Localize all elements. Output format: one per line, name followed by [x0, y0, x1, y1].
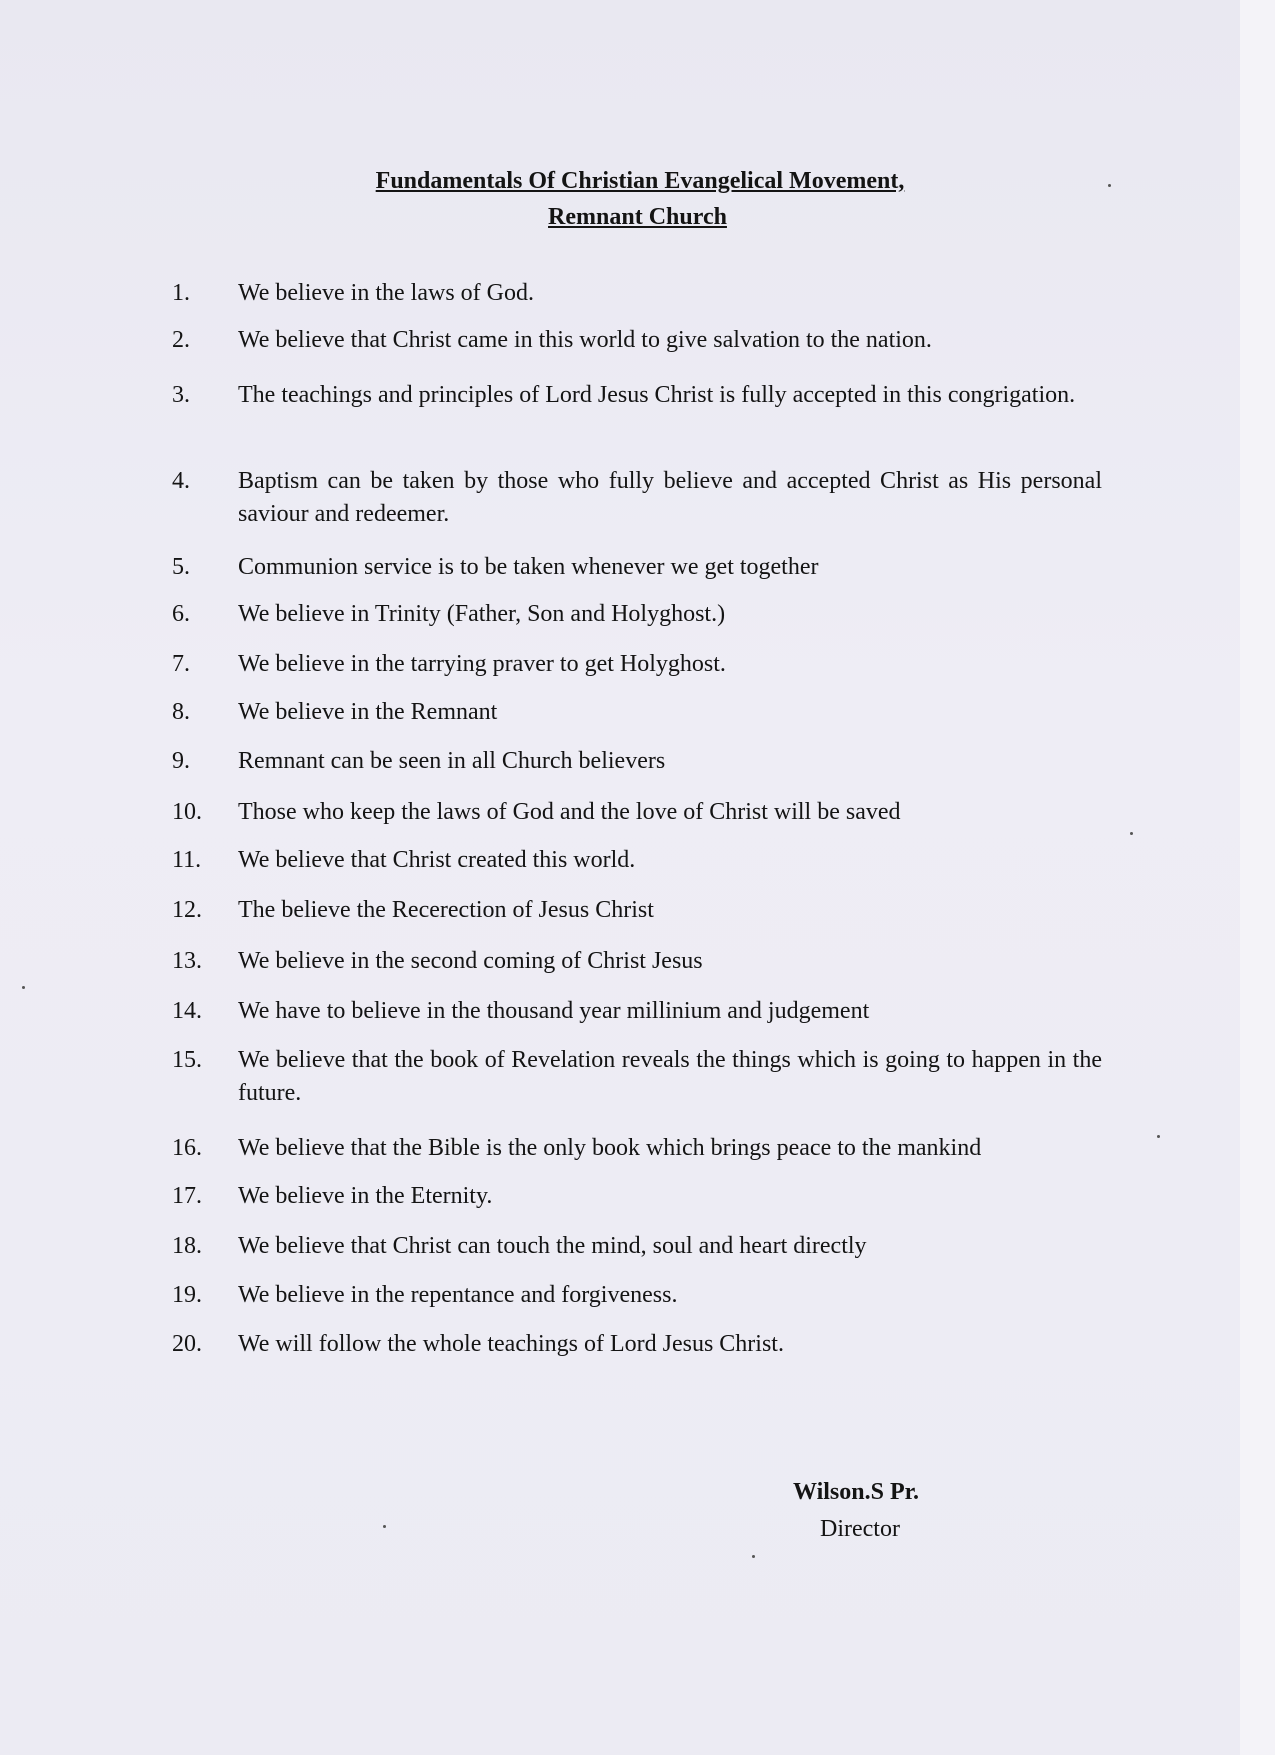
signature-name: Wilson.S Pr.: [793, 1479, 920, 1505]
list-item: [172, 1279, 1102, 1312]
list-item: [172, 551, 1102, 584]
list-item: [172, 598, 1102, 631]
item-text: We believe in the Remnant: [238, 699, 498, 725]
item-text: We believe that Christ came in this world to give salvation to the nation.: [238, 327, 932, 353]
list-item: [172, 1132, 1102, 1165]
paper-speck: [752, 1555, 755, 1558]
item-text: Baptism can be taken by those who fully believe and accepted Christ as His personal saviour and redeemer.: [238, 468, 1102, 527]
item-text: We believe in the Eternity.: [238, 1183, 493, 1209]
item-text: We believe in the second coming of Christ Jesus: [238, 948, 703, 974]
item-text: We believe that the Bible is the only book which brings peace to the mankind: [238, 1135, 982, 1161]
list-item: [172, 995, 1102, 1028]
list-item: [172, 1230, 1102, 1263]
item-text: Remnant can be seen in all Church believers: [238, 748, 666, 774]
paper-speck: [383, 1525, 386, 1528]
list-item: [172, 745, 1102, 778]
list-item: [172, 277, 1102, 310]
paper-speck: [1157, 1135, 1160, 1138]
item-text: Those who keep the laws of God and the love of Christ will be saved: [238, 799, 901, 825]
item-text: The believe the Recerection of Jesus Christ: [238, 897, 654, 923]
paper-speck: [1108, 184, 1111, 187]
item-text: We have to believe in the thousand year millinium and judgement: [238, 998, 870, 1024]
list-item: [172, 894, 1102, 927]
item-number: 5.: [172, 554, 190, 580]
item-number: 6.: [172, 601, 190, 627]
list-item: [172, 379, 1102, 412]
item-number: 9.: [172, 748, 190, 774]
list-item: [172, 1180, 1102, 1213]
item-number: 1.: [172, 280, 190, 306]
item-number: 20.: [172, 1331, 202, 1357]
item-text: We believe in Trinity (Father, Son and Holyghost.): [238, 601, 726, 627]
list-item: [172, 945, 1102, 978]
item-number: 8.: [172, 699, 190, 725]
paper-speck: [1130, 832, 1133, 835]
item-number: 18.: [172, 1233, 202, 1259]
paper-speck: [22, 986, 25, 989]
item-text: We believe that the book of Revelation reveals the things which is going to happen in the future.: [238, 1047, 1102, 1106]
item-number: 4.: [172, 468, 190, 494]
document-subtitle: Remnant Church: [548, 204, 727, 230]
item-number: 7.: [172, 651, 190, 677]
list-item: [172, 1044, 1102, 1110]
list-item: [172, 696, 1102, 729]
item-number: 14.: [172, 998, 202, 1024]
list-item: [172, 1328, 1102, 1361]
item-number: 3.: [172, 382, 190, 408]
item-number: 2.: [172, 327, 190, 353]
item-text: We believe that Christ can touch the mind, soul and heart directly: [238, 1233, 867, 1259]
item-number: 15.: [172, 1047, 202, 1073]
list-item: [172, 465, 1102, 531]
item-text: We believe in the tarrying praver to get Holyghost.: [238, 651, 726, 677]
signature-role: Director: [820, 1516, 900, 1542]
item-text: We believe in the laws of God.: [238, 280, 534, 306]
item-number: 17.: [172, 1183, 202, 1209]
list-item: [172, 324, 1102, 357]
list-item: [172, 796, 1102, 829]
item-number: 11.: [172, 847, 202, 873]
item-text: We will follow the whole teachings of Lord Jesus Christ.: [238, 1331, 784, 1357]
item-number: 16.: [172, 1135, 202, 1161]
item-text: We believe that Christ created this world.: [238, 847, 636, 873]
item-text: We believe in the repentance and forgiveness.: [238, 1282, 678, 1308]
document-title: Fundamentals Of Christian Evangelical Movement,: [375, 168, 905, 194]
item-number: 12.: [172, 897, 202, 923]
item-number: 19.: [172, 1282, 202, 1308]
item-number: 10.: [172, 799, 202, 825]
item-text: Communion service is to be taken whenever we get together: [238, 554, 819, 580]
item-number: 13.: [172, 948, 202, 974]
list-item: [172, 648, 1102, 681]
item-text: The teachings and principles of Lord Jesus Christ is fully accepted in this congrigation.: [238, 382, 1076, 408]
list-item: [172, 844, 1102, 877]
